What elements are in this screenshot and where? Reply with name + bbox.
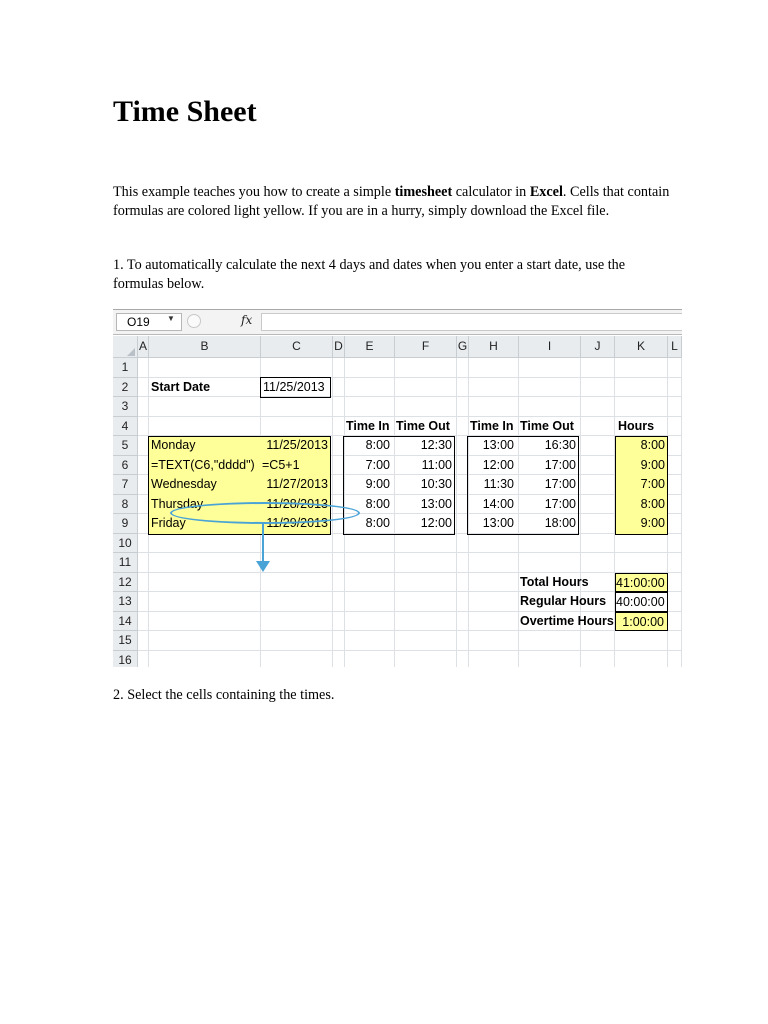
shift-1-block — [343, 436, 455, 535]
time-out-1-cell[interactable]: 12:30 — [420, 438, 452, 452]
hours-cell[interactable]: 8:00 — [615, 436, 668, 456]
row-header[interactable]: 1 — [113, 358, 138, 378]
row-header[interactable]: 16 — [113, 651, 138, 668]
time-in-2-cell[interactable]: 11:30 — [483, 477, 514, 491]
row-header[interactable]: 4 — [113, 417, 138, 437]
column-header[interactable]: B — [149, 336, 261, 358]
day-cell[interactable]: Monday — [148, 436, 258, 456]
total-hours-label: Total Hours — [520, 574, 589, 589]
regular-hours-label: Regular Hours — [520, 594, 607, 608]
column-header[interactable]: K — [615, 336, 668, 358]
shift-2-block — [467, 436, 579, 535]
time-out-2-cell[interactable]: 17:00 — [544, 477, 576, 491]
start-date-label: Start Date — [151, 379, 211, 394]
hours-block — [615, 436, 668, 535]
date-cell[interactable]: 11/25/2013 — [258, 436, 331, 456]
arrow-down-icon — [256, 561, 270, 572]
formula-bar — [113, 309, 682, 335]
time-in-2-cell[interactable]: 13:00 — [482, 438, 514, 452]
row-header[interactable]: 12 — [113, 573, 138, 593]
date-cell[interactable]: 11/29/2013 — [258, 514, 331, 534]
day-cell[interactable]: Thursday — [148, 495, 258, 515]
hours-cell[interactable]: 7:00 — [615, 475, 668, 495]
formula-highlight-oval — [170, 502, 360, 524]
header-time-out-2: Time Out — [520, 418, 574, 433]
row-header[interactable]: 11 — [113, 553, 138, 573]
column-header[interactable]: A — [138, 336, 149, 358]
row-header[interactable]: 3 — [113, 397, 138, 417]
time-out-1-cell[interactable]: 10:30 — [420, 477, 452, 491]
date-cell[interactable]: 11/27/2013 — [258, 475, 331, 495]
time-out-2-cell[interactable]: 18:00 — [544, 516, 576, 530]
grid-line — [138, 650, 682, 651]
header-time-out-1: Time Out — [396, 418, 450, 433]
time-in-1-cell[interactable]: 8:00 — [365, 438, 390, 452]
intro-text-1: This example teaches you how to create a simple — [113, 184, 395, 200]
fill-down-arrow — [262, 524, 264, 564]
header-hours: Hours — [618, 418, 655, 433]
overtime-hours-label: Overtime Hours — [520, 613, 614, 628]
header-time-in-2: Time In — [470, 418, 514, 433]
column-header[interactable]: I — [519, 336, 581, 358]
step-1-text: 1. To automatically calculate the next 4 days and dates when you enter a start date, use the formulas below. — [113, 257, 626, 292]
day-cell[interactable]: Wednesday — [148, 475, 258, 495]
time-in-2-cell[interactable]: 14:00 — [482, 496, 514, 511]
column-header[interactable]: J — [581, 336, 615, 358]
time-in-2-cell[interactable]: 13:00 — [482, 516, 514, 530]
function-icon[interactable]: fx — [241, 313, 253, 327]
start-date-value[interactable]: 11/25/2013 — [263, 379, 325, 394]
select-all-icon — [127, 348, 135, 356]
row-header[interactable]: 14 — [113, 612, 138, 632]
overtime-hours-value[interactable]: 1:00:00 — [615, 612, 668, 632]
hours-cell[interactable]: 9:00 — [615, 514, 668, 534]
date-cell[interactable]: =C5+1 — [258, 456, 331, 476]
row-header[interactable]: 8 — [113, 495, 138, 515]
row-header[interactable]: 2 — [113, 378, 138, 398]
excel-screenshot — [113, 309, 682, 667]
name-box-value: O19 — [127, 315, 150, 329]
day-cell[interactable]: =TEXT(C6,"dddd") — [148, 456, 258, 476]
intro-bold-excel: Excel — [529, 184, 563, 200]
column-header[interactable]: D — [333, 336, 345, 358]
time-in-2-cell[interactable]: 12:00 — [482, 457, 514, 472]
column-header[interactable]: F — [395, 336, 457, 358]
time-in-1-cell[interactable]: 8:00 — [365, 496, 390, 511]
grid-line — [138, 552, 682, 553]
intro-paragraph — [113, 183, 673, 220]
day-cell[interactable]: Friday — [148, 514, 258, 534]
time-out-1-cell[interactable]: 13:00 — [420, 496, 452, 511]
time-in-1-cell[interactable]: 8:00 — [365, 516, 390, 530]
time-out-2-cell[interactable]: 17:00 — [544, 496, 576, 511]
intro-bold-timesheet: timesheet — [394, 184, 453, 200]
formula-input[interactable] — [261, 313, 682, 331]
column-header[interactable]: G — [457, 336, 469, 358]
resize-handle-icon[interactable] — [187, 314, 201, 328]
column-header[interactable]: H — [469, 336, 519, 358]
intro-text-2: calculator in — [452, 184, 530, 200]
page-title: Time Sheet — [113, 95, 257, 128]
time-in-1-cell[interactable]: 9:00 — [365, 477, 390, 491]
time-in-1-cell[interactable]: 7:00 — [365, 457, 390, 472]
date-cell[interactable]: 11/28/2013 — [258, 495, 331, 515]
intro-text-3: . Cells that contain formulas are colored light yellow. If you are in a hurry, simply download the Excel file. — [113, 184, 670, 219]
row-header[interactable]: 13 — [113, 592, 138, 612]
time-out-1-cell[interactable]: 12:00 — [420, 516, 452, 530]
hours-cell[interactable]: 9:00 — [615, 456, 668, 476]
column-header[interactable]: E — [345, 336, 395, 358]
time-out-2-cell[interactable]: 17:00 — [544, 457, 576, 472]
cell-grid[interactable] — [138, 358, 682, 667]
header-time-in-1: Time In — [346, 418, 390, 433]
row-header[interactable]: 10 — [113, 534, 138, 554]
row-header[interactable]: 6 — [113, 456, 138, 476]
row-header[interactable]: 5 — [113, 436, 138, 456]
time-out-2-cell[interactable]: 16:30 — [544, 438, 576, 452]
chevron-down-icon[interactable]: ▼ — [167, 314, 175, 323]
total-hours-value[interactable]: 41:00:00 — [615, 573, 668, 593]
hours-cell[interactable]: 8:00 — [615, 495, 668, 515]
regular-hours-value[interactable]: 40:00:00 — [615, 592, 668, 612]
column-header[interactable]: C — [261, 336, 333, 358]
row-header[interactable]: 15 — [113, 631, 138, 651]
step-2-text: 2. Select the cells containing the times. — [113, 687, 335, 703]
column-header[interactable]: L — [668, 336, 682, 358]
row-header[interactable]: 7 — [113, 475, 138, 495]
start-date-border — [260, 377, 331, 398]
row-header[interactable]: 9 — [113, 514, 138, 534]
time-out-1-cell[interactable]: 11:00 — [421, 457, 452, 472]
